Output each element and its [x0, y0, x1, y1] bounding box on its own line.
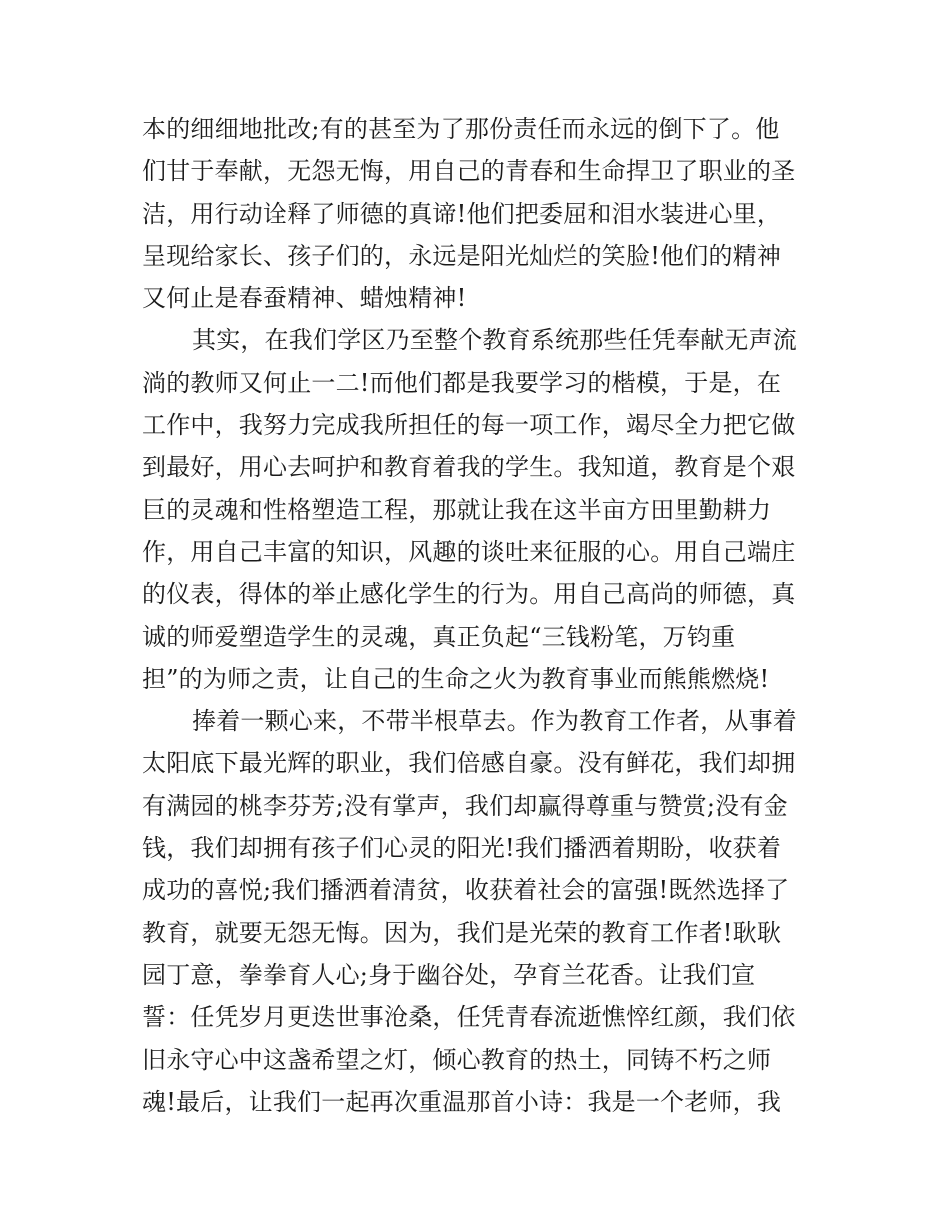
- text-line: 成功的喜悦;我们播洒着清贫，收获着社会的富强!既然选择了: [142, 876, 790, 905]
- text-line: 作，用自己丰富的知识，风趣的谈吐来征服的心。用自己端庄: [142, 537, 796, 566]
- text-line: 太阳底下最光辉的职业，我们倍感自豪。没有鲜花，我们却拥: [142, 749, 796, 778]
- text-line: 呈现给家长、孩子们的，永远是阳光灿烂的笑脸!他们的精神: [142, 241, 782, 270]
- text-line: 巨的灵魂和性格塑造工程，那就让我在这半亩方田里勤耕力: [142, 495, 772, 524]
- text-line: 本的细细地批改;有的甚至为了那份责任而永远的倒下了。他: [142, 115, 780, 143]
- text-line: 工作中，我努力完成我所担任的每一项工作，竭尽全力把它做: [142, 411, 796, 440]
- paragraph-start-line: 捧着一颗心来，不带半根草去。作为教育工作者，从事着: [192, 707, 797, 736]
- text-line: 洁，用行动诠释了师德的真谛!他们把委屈和泪水装进心里，: [142, 199, 782, 228]
- text-line: 又何止是春蚕精神、蜡烛精神!: [142, 284, 467, 313]
- text-line: 的仪表，得体的举止感化学生的行为。用自己高尚的师德，真: [142, 580, 796, 609]
- text-line: 魂!最后，让我们一起再次重温那首小诗：我是一个老师，我: [142, 1087, 782, 1116]
- text-line: 誓：任凭岁月更迭世事沧桑，任凭青春流逝憔悴红颜，我们依: [142, 1003, 796, 1032]
- text-line: 园丁意，拳拳育人心;身于幽谷处，孕育兰花香。让我们宣: [142, 960, 756, 989]
- text-line: 旧永守心中这盏希望之灯，倾心教育的热土，同铸不朽之师: [142, 1045, 772, 1074]
- text-line: 诚的师爱塑造学生的灵魂，真正负起“三钱粉笔，万钧重: [142, 622, 736, 651]
- text-line: 有满园的桃李芬芳;没有掌声，我们却赢得尊重与赞赏;没有金: [142, 791, 788, 820]
- paragraph-start-line: 其实，在我们学区乃至整个教育系统那些任凭奉献无声流: [192, 326, 797, 355]
- text-line: 们甘于奉献，无怨无悔，用自己的青春和生命捍卫了职业的圣: [142, 157, 796, 186]
- text-line: 教育，就要无怨无悔。因为，我们是光荣的教育工作者!耿耿: [142, 918, 782, 947]
- body-text: [142, 108, 814, 1123]
- text-line: 担”的为师之责，让自己的生命之火为教育事业而熊熊燃烧!: [142, 664, 770, 693]
- text-line: 钱，我们却拥有孩子们心灵的阳光!我们播洒着期盼，收获着: [142, 834, 782, 863]
- text-line: 淌的教师又何止一二!而他们都是我要学习的楷模，于是，在: [142, 368, 782, 397]
- text-line: 到最好，用心去呵护和教育着我的学生。我知道，教育是个艰: [142, 453, 796, 482]
